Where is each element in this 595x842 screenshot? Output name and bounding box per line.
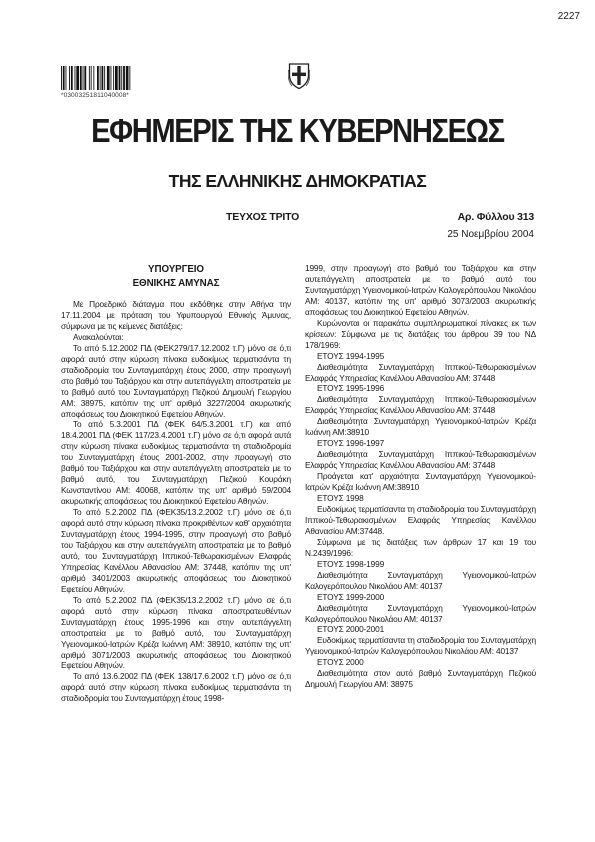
barcode-bar	[113, 66, 114, 90]
decree-paragraph: Ανακαλούνται:	[73, 331, 124, 342]
barcode-bar	[89, 66, 90, 90]
decree-paragraph: Το από 5.12.2002 ΠΔ (ΦΕΚ279/17.12.2002 τ.Γ) μόνο σε ό,τι αφορά αυτό στην κύρωση πίνακα ευδοκίμως τερματισάντα τη σταδιοδρομία του Συνταγματάρχη έτους 2000, στην προαγωγή στο βαθμό του Ταξιάρχου και στην αυτεπάγγελτη αποστρατεία με το βαθμό αυτό του Συνταγματάρχη Πεζικού Δημουλή Γεωργίου ΑΜ: 38975, κατόπιν της υπ' αριθμό 3227/2004 ακυρωτικής αποφάσεως του Διοικητικού Εφετείου Αθηνών.	[61, 342, 291, 419]
barcode-bar	[83, 66, 84, 90]
sheet-number: Αρ. Φύλλου 313	[457, 211, 534, 223]
barcode-bar	[123, 66, 125, 90]
year-heading: ΕΤΟΥΣ 1994-1995	[317, 350, 385, 361]
barcode-bar	[102, 66, 104, 90]
year-heading: ΕΤΟΥΣ 2000	[317, 657, 364, 668]
ministry-name-line2: ΕΘΝΙΚΗΣ ΑΜΥΝΑΣ	[132, 278, 220, 289]
year-heading: ΕΤΟΥΣ 1995-1996	[317, 383, 385, 394]
decree-paragraph: Σύμφωνα με τις διατάξεις των άρθρων 17 και 19 του Ν.2439/1996:	[305, 536, 536, 558]
barcode-bar	[75, 66, 76, 90]
decree-paragraph: Κυρώνονται οι παρακάτω συμπληρωματικοί πίνακες εκ των κρίσεων: Σύμφωνα με τις διατάξεις του άρθρου 39 του ΝΔ 178/1969:	[305, 317, 536, 350]
barcode-bar	[100, 66, 101, 90]
issue-type: ΤΕΥΧΟΣ ΤΡΙΤΟ	[226, 211, 300, 223]
decree-paragraph: Διαθεσιμότητα Συνταγματάρχη Ιππικού-Τεθωρακισμένων Ελαφράς Υπηρεσίας Κανέλλου Αθανασίου ΑΜ: 37448	[305, 394, 536, 416]
year-heading: ΕΤΟΥΣ 1998	[317, 493, 364, 504]
page-number: 2227	[557, 11, 580, 22]
barcode-bar	[93, 66, 94, 90]
decree-paragraph: 1999, στην προαγωγή στο βαθμό του Ταξιάρχου και στην αυτεπάγγελτη αποστρατεία με το βαθμό αυτό του Συνταγματάρχη Υγειονομικού-Ιατρών Καλογερόπουλου Νικολάου ΑΜ: 40137, κατόπιν της υπ' αριθμό 3073/2003 ακυρωτικής αποφάσεως του Διοικητικού Εφετείου Αθηνών.	[305, 263, 536, 317]
barcode-bar	[71, 66, 73, 90]
decree-paragraph: Ευδοκίμως τερματίσαντα τη σταδιοδρομία του Συνταγματάρχη Υγειονομικού-Ιατρών Καλογερόπουλου Νικολάου ΑΜ: 40137	[305, 635, 536, 657]
barcode-bar	[129, 66, 130, 90]
decree-paragraph: Με Προεδρικό διάταγμα που εκδόθηκε στην Αθήνα την 17.11.2004 με πρόταση του Υφυπουργού Εθνικής Άμυνας, σύμφωνα με τις κείμενες διατάξεις:	[61, 299, 291, 331]
barcode-bar	[97, 66, 99, 90]
decree-paragraph: Διαθεσιμότητα Συνταγματάρχη Ιππικού-Τεθωρακισμένων Ελαφράς Υπηρεσίας Κανέλλου Αθανασίου ΑΜ: 37448	[305, 449, 536, 471]
barcode-bar	[115, 66, 118, 90]
gazette-subtitle: ΤΗΣ ΕΛΛΗΝΙΚΗΣ ΔΗΜΟΚΡΑΤΙΑΣ	[168, 171, 427, 191]
barcode-bar	[111, 66, 112, 90]
barcode-bar	[84, 66, 86, 90]
barcode-bar	[104, 66, 105, 90]
year-heading: ΕΤΟΥΣ 1996-1997	[317, 438, 385, 449]
decree-paragraph: Διαθεσιμότητα Συνταγματάρχη Υγειονομικού-Ιατρών Καλογερόπουλου Νικολάου ΑΜ: 40137	[305, 602, 536, 624]
barcode-bar	[80, 66, 82, 90]
decree-paragraph: Διαθεσιμότητα Συνταγματάρχη Υγειονομικού-Ιατρών Κρέζα Ιωάννη ΑΜ:38910	[305, 416, 536, 438]
issue-date: 25 Νοεμβρίου 2004	[447, 229, 534, 240]
barcode-bar	[63, 66, 65, 90]
decree-paragraph: Το από 5.3.2001 ΠΔ (ΦΕΚ 64/5.3.2001 τ.Γ) και από 18.4.2001 ΠΔ (ΦΕΚ 117/23.4.2001 τ.Γ) μόνο σε ό,τι αφορά αυτά στην κύρωση πίνακα ευδοκίμως τερματισάντα τη σταδιοδρομία του Συνταγματάρχη έτους 2001-2002, στην προαγωγή στο βαθμό του Ταξιάρχου και στην αυτεπάγγελτη αποστρατεία με το βαθμό αυτό, του Συνταγματάρχη Πεζικού Κουράκη Κωνσταντίνου ΑΜ: 40068, κατόπιν της υπ' αριθμό 59/2004 ακυρωτικής αποφάσεως του Διοικητικού Εφετείου Αθηνών.	[61, 419, 291, 507]
barcode-number: *03003251811040008*	[61, 92, 129, 99]
decree-paragraph: Ευδοκίμως τερματίσαντα τη σταδιοδρομία του Συνταγματάρχη Ιππικού-Τεθωρακισμένων Ελαφράς Υπηρεσίας Κανέλλου Αθανασίου ΑΜ:37448.	[305, 503, 536, 536]
decree-paragraph: Διαθεσιμότητα Συνταγματάρχη Υγειονομικού-Ιατρών Καλογερόπουλου Νικολάου ΑΜ: 40137	[305, 569, 536, 591]
barcode-bar	[69, 66, 70, 90]
decree-paragraph: Προάγεται κατ' αρχαιότητα Συνταγματάρχη Υγειονομικού-Ιατρών Κρέζα Ιωάννη ΑΜ:38910	[305, 471, 536, 493]
left-paragraphs	[61, 299, 291, 704]
barcode-bar	[119, 66, 121, 90]
gazette-title: ΕΦΗΜΕΡΙΣ ΤΗΣ ΚΥΒΕΡΝΗΣΕΩΣ	[91, 113, 504, 150]
right-column	[305, 263, 536, 690]
decree-paragraph: Διαθεσιμότητα Συνταγματάρχη Ιππικού-Τεθωρακισμένων Ελαφράς Υπηρεσίας Κανέλλου Αθανασίου ΑΜ: 37448	[305, 361, 536, 383]
ministry-name-line1: ΥΠΟΥΡΓΕΙΟ	[148, 264, 204, 275]
barcode-bar	[121, 66, 122, 90]
year-heading: ΕΤΟΥΣ 1999-2000	[317, 591, 385, 602]
barcode-bar	[107, 66, 110, 90]
barcode	[61, 66, 155, 90]
barcode-bar	[91, 66, 92, 90]
decree-paragraph: Το από 5.2.2002 ΠΔ (ΦΕΚ35/13.2.2002 τ.Γ) μόνο σε ό,τι αφορά αυτό στην κύρωση πίνακα αποστρατευθέντων Συνταγματάρχη έτους 1995-1996 και στην αυτεπάγγελτη αποστρατεία με το βαθμό αυτό, του Συνταγματάρχη Υγειονομικού-Ιατρών Κρέζα Ιωάννη ΑΜ: 38910, κατόπιν της υπ' αριθμό 3071/2003 ακυρωτικής αποφάσεως του Διοικητικού Εφετείου Αθηνών.	[61, 594, 291, 671]
right-paragraphs	[305, 263, 536, 690]
barcode-bar	[126, 66, 129, 90]
barcode-bar	[61, 66, 62, 90]
year-heading: ΕΤΟΥΣ 1998-1999	[317, 558, 385, 569]
barcode-bar	[76, 66, 79, 90]
decree-paragraph: Διαθεσιμότητα στον αυτό βαθμό Συνταγματάρχη Πεζικού Δημουλή Γεωργίου ΑΜ: 38975	[305, 668, 536, 690]
decree-paragraph: Το από 13.6.2002 ΠΔ (ΦΕΚ 138/17.6.2002 τ.Γ) μόνο σε ό,τι αφορά αυτό στην κύρωση πίνακα ευδοκίμως τερματισάντα τη σταδιοδρομία του Συνταγματάρχη έτους 1998-	[61, 671, 291, 704]
greek-coat-of-arms-icon	[288, 62, 310, 90]
left-column	[61, 263, 291, 704]
year-heading: ΕΤΟΥΣ 2000-2001	[317, 624, 385, 635]
decree-paragraph: Το από 5.2.2002 ΠΔ (ΦΕΚ35/13.2.2002 τ.Γ) μόνο σε ό,τι αφορά αυτό στην κύρωση πίνακα προκριθέντων καθ' αρχαιότητα Συνταγματάρχη έτους 1994-1995, στην προαγωγή στο βαθμό του Ταξιάρχου και στην αυτεπάγγελτη αποστρατεία με το βαθμό αυτό, του Συνταγματάρχη Ιππικού-Τεθωρακισμένων Ελαφράς Υπηρεσίας Κανέλλου Αθανασίου ΑΜ: 37448, κατόπιν της υπ' αριθμό 3401/2003 ακυρωτικής αποφάσεως του Διοικητικού Εφετείου Αθηνών.	[61, 507, 291, 594]
barcode-bar	[66, 66, 67, 90]
